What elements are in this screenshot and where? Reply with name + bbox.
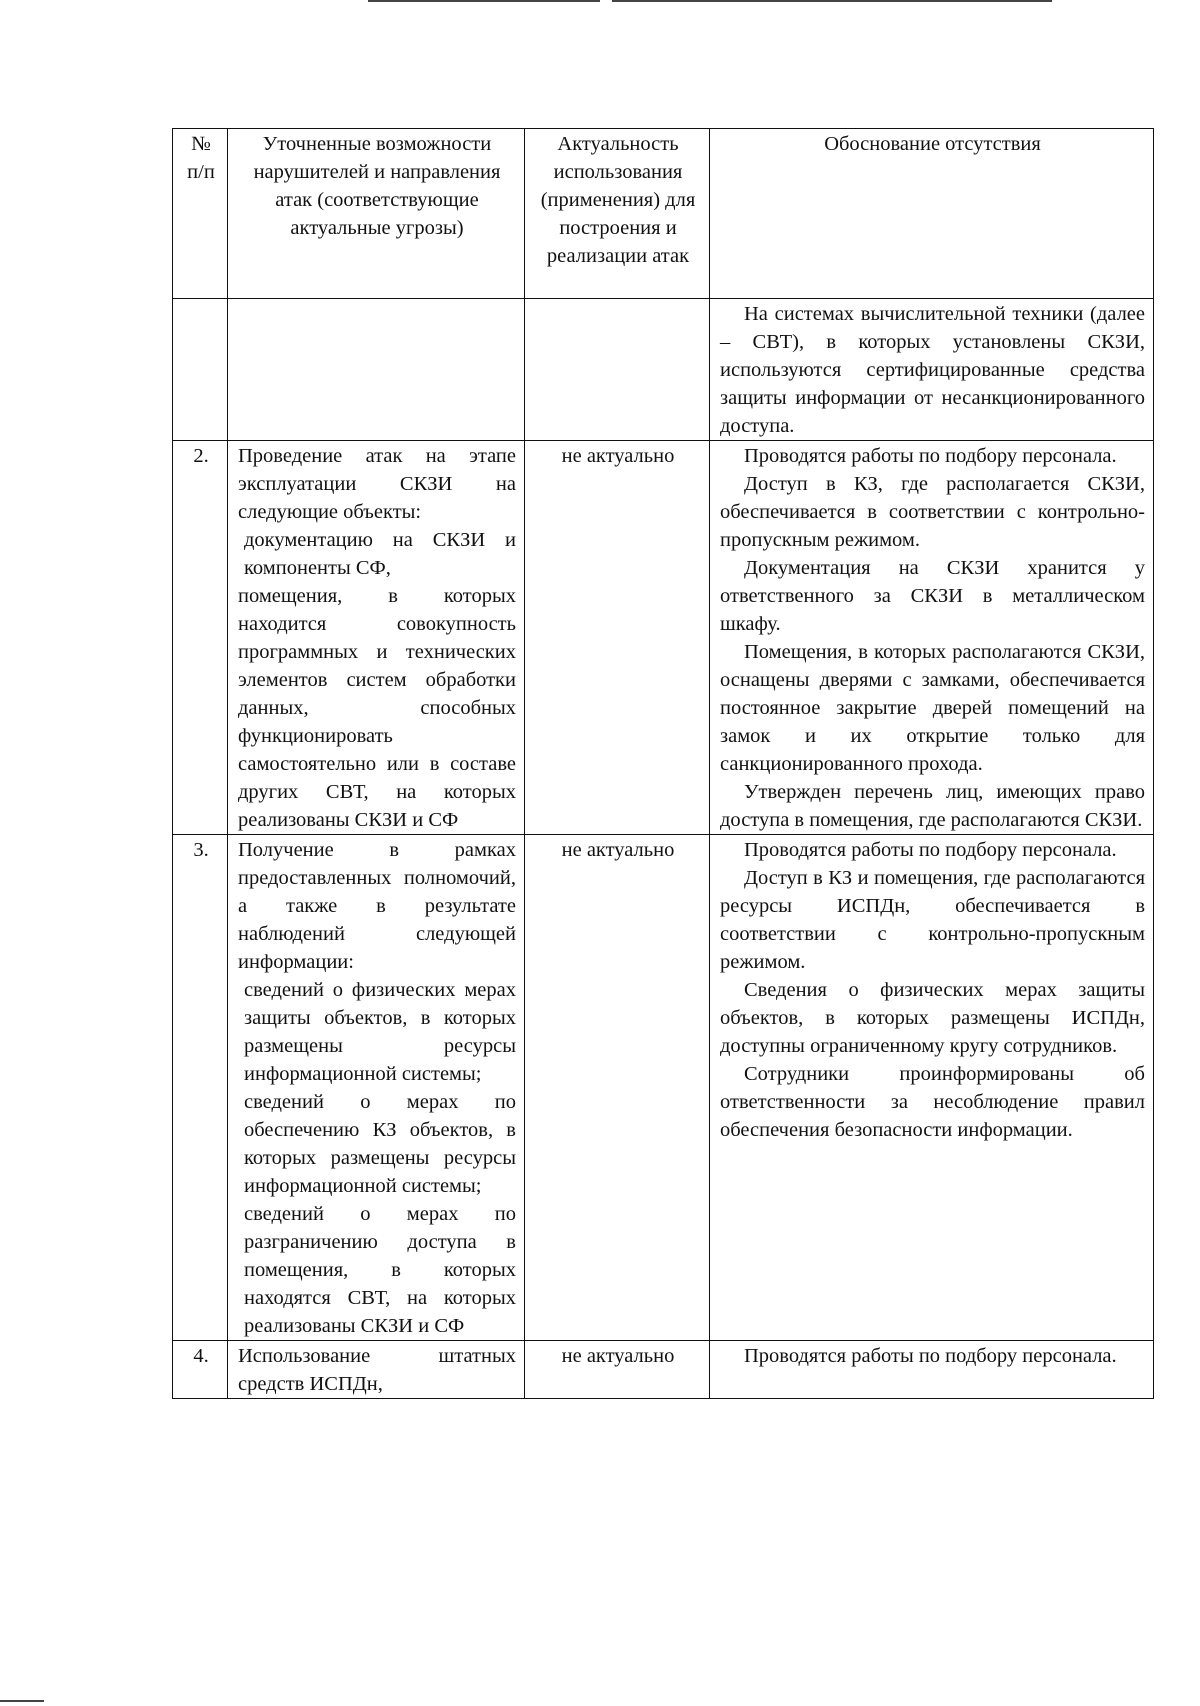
cell-capabilities — [228, 1341, 525, 1399]
cell-capabilities-empty — [228, 299, 525, 441]
cell-num: 2. — [173, 441, 228, 835]
cell-capabilities — [228, 441, 525, 835]
justification-paragraph: На системах вычислительной техники (далее – СВТ), в которых установлены СКЗИ, используются сертифицированные средства защиты информации от несанкционированного доступа. — [720, 303, 1145, 437]
header-capabilities: Уточненные возможности нарушителей и направления атак (соответствующие актуальные угрозы) — [228, 129, 525, 299]
justification-paragraph: Помещения, в которых располагаются СКЗИ, оснащены дверями с замками, обеспечивается постоянное закрытие дверей помещений на замок и их открытие только для санкционированного прохода. — [720, 641, 1145, 775]
capability-item: сведений о мерах по разграничению доступа в помещения, в которых находятся СВТ, на которых реализованы СКЗИ и СФ — [244, 1203, 516, 1337]
cell-relevance-empty — [525, 299, 710, 441]
cell-num-empty — [173, 299, 228, 441]
cell-justification-continuation — [710, 299, 1154, 441]
justification-paragraph: Проводятся работы по подбору персонала. — [744, 1345, 1117, 1367]
cell-relevance: не актуально — [525, 1341, 710, 1399]
cell-justification — [710, 441, 1154, 835]
cell-relevance: не актуально — [525, 835, 710, 1341]
cell-relevance: не актуально — [525, 441, 710, 835]
threats-table — [172, 128, 1154, 1399]
scan-edge-line — [368, 0, 600, 2]
capability-item: документацию на СКЗИ и компоненты СФ, — [244, 529, 516, 579]
scan-edge-line — [612, 0, 1052, 2]
justification-paragraph: Документация на СКЗИ хранится у ответственного за СКЗИ в металлическом шкафу. — [720, 557, 1145, 635]
table-row — [173, 835, 1154, 1341]
justification-paragraph: Сотрудники проинформированы об ответственности за несоблюдение правил обеспечения безопасности информации. — [720, 1063, 1145, 1141]
capability-text: Проведение атак на этапе эксплуатации СКЗИ на следующие объекты: — [238, 445, 516, 523]
header-justification: Обоснование отсутствия — [710, 129, 1154, 299]
table-header — [173, 129, 1154, 299]
cell-capabilities — [228, 835, 525, 1341]
header-relevance: Актуальность использования (применения) для построения и реализации атак — [525, 129, 710, 299]
justification-paragraph: Проводятся работы по подбору персонала. — [744, 839, 1117, 861]
capability-item: сведений о физических мерах защиты объектов, в которых размещены ресурсы информационной системы; — [244, 979, 516, 1085]
justification-paragraph: Доступ в КЗ и помещения, где располагаются ресурсы ИСПДн, обеспечивается в соответствии с контрольно-пропускным режимом. — [720, 867, 1145, 973]
justification-paragraph: Доступ в КЗ, где располагается СКЗИ, обеспечивается в соответствии с контрольно-пропускным режимом. — [720, 473, 1145, 551]
justification-paragraph: Проводятся работы по подбору персонала. — [744, 445, 1117, 467]
table-row — [173, 1341, 1154, 1399]
justification-paragraph: Сведения о физических мерах защиты объектов, в которых размещены ИСПДн, доступны ограниченному кругу сотрудников. — [720, 979, 1145, 1057]
cell-num: 4. — [173, 1341, 228, 1399]
cell-justification — [710, 835, 1154, 1341]
header-num: № п/п — [173, 129, 228, 299]
capability-text: Использование штатных средств ИСПДн, — [238, 1345, 516, 1395]
table-row-continuation — [173, 299, 1154, 441]
capability-item: помещения, в которых находится совокупность программных и технических элементов систем обработки данных, способных функционировать самостоятельно или в составе других СВТ, на которых реализованы СКЗИ и СФ — [238, 585, 516, 831]
justification-paragraph: Утвержден перечень лиц, имеющих право доступа в помещения, где располагаются СКЗИ. — [720, 781, 1145, 831]
scan-edge-line — [0, 1700, 44, 1702]
cell-num: 3. — [173, 835, 228, 1341]
cell-justification — [710, 1341, 1154, 1399]
capability-item: сведений о мерах по обеспечению КЗ объектов, в которых размещены ресурсы информационной системы; — [244, 1091, 516, 1197]
capability-text: Получение в рамках предоставленных полномочий, а также в результате наблюдений следующей информации: — [238, 839, 516, 973]
table-row — [173, 441, 1154, 835]
